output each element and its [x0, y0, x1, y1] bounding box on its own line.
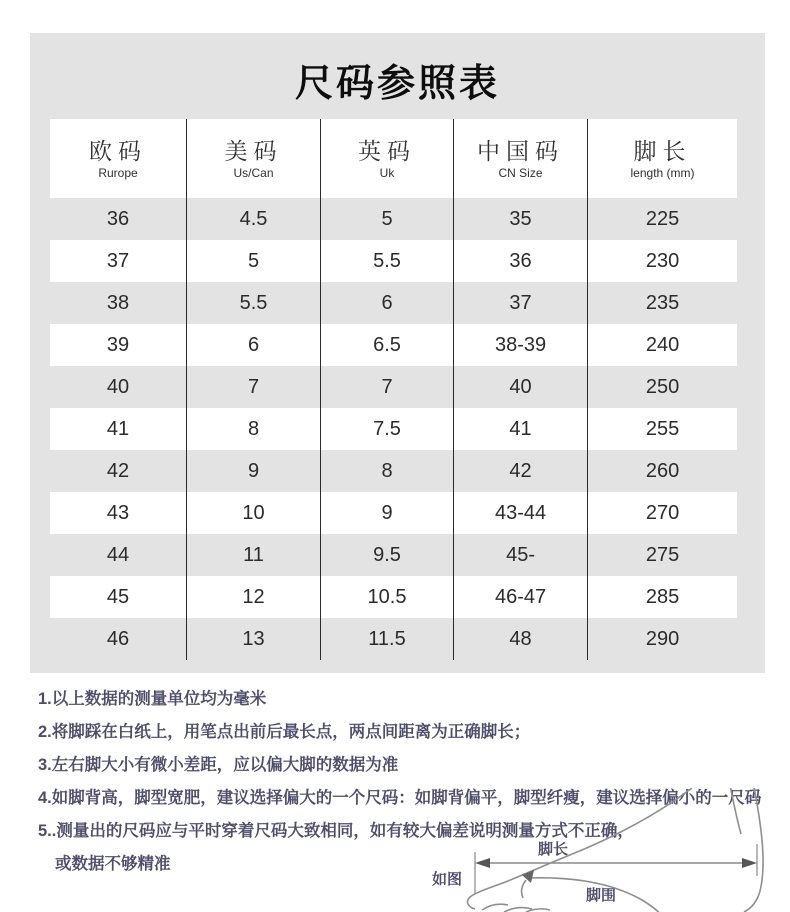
size-cell: 9 — [321, 492, 454, 534]
column-header-en: Rurope — [98, 165, 138, 180]
size-cell: 5.5 — [187, 282, 321, 324]
note-line: 或数据不够精准 — [55, 855, 171, 873]
size-cell: 7 — [187, 366, 321, 408]
size-cell: 8 — [187, 408, 321, 450]
page-title: 尺码参照表 — [294, 63, 500, 105]
size-cell: 40 — [50, 366, 187, 408]
column-header-zh: 欧码 — [88, 137, 147, 164]
table-row — [50, 282, 737, 324]
size-cell: 48 — [454, 618, 588, 660]
as-shown-label: 如图 — [432, 871, 463, 888]
size-cell: 260 — [645, 459, 680, 482]
table-row — [50, 492, 737, 534]
size-cell: 230 — [645, 249, 680, 272]
size-cell: 37 — [50, 240, 187, 282]
table-row — [50, 240, 737, 282]
size-cell: 45- — [454, 534, 588, 576]
note-line: 1.以上数据的测量单位均为毫米 — [38, 690, 267, 708]
size-cell: 6.5 — [321, 324, 454, 366]
size-cell: 46-47 — [454, 576, 588, 618]
table-row — [50, 450, 737, 492]
table-row — [50, 408, 737, 450]
size-cell: 225 — [645, 207, 680, 230]
size-cell: 13 — [187, 618, 321, 660]
size-cell: 8 — [321, 450, 454, 492]
foot-sketch — [430, 788, 775, 912]
size-cell: 43-44 — [454, 492, 588, 534]
size-cell: 5 — [187, 240, 321, 282]
foot-measure-diagram — [430, 788, 775, 912]
table-row — [50, 366, 737, 408]
size-cell: 235 — [645, 291, 680, 314]
size-cell: 10.5 — [321, 576, 454, 618]
size-cell: 6 — [321, 282, 454, 324]
note-line: 5..测量出的尺码应与平时穿着尺码大致相同，如有较大偏差说明测量方式不正确， — [38, 822, 634, 840]
table-row — [50, 534, 737, 576]
size-cell: 11 — [187, 534, 321, 576]
column-header-zh: 脚长 — [633, 137, 692, 164]
column-header-zh: 美码 — [224, 137, 283, 164]
size-cell: 250 — [645, 375, 680, 398]
size-cell: 44 — [50, 534, 187, 576]
note-line: 3.左右脚大小有微小差距，应以偏大脚的数据为准 — [38, 756, 399, 774]
size-cell: 37 — [454, 282, 588, 324]
table-header-row — [50, 119, 737, 198]
size-cell: 270 — [645, 501, 680, 524]
size-cell: 12 — [187, 576, 321, 618]
column-header-en: Us/Can — [233, 165, 274, 180]
size-cell: 41 — [50, 408, 187, 450]
size-cell: 285 — [645, 585, 680, 608]
column-header — [50, 119, 187, 198]
size-cell: 7 — [321, 366, 454, 408]
size-cell: 36 — [50, 198, 187, 240]
table-row — [50, 576, 737, 618]
size-cell: 10 — [187, 492, 321, 534]
size-cell: 45 — [50, 576, 187, 618]
size-cell: 9 — [187, 450, 321, 492]
column-header-en: CN Size — [498, 165, 543, 180]
size-cell: 42 — [50, 450, 187, 492]
arrowhead-left-icon — [475, 858, 490, 868]
note-line: 2.将脚踩在白纸上，用笔点出前后最长点，两点间距离为正确脚长； — [38, 723, 531, 741]
size-cell: 38 — [50, 282, 187, 324]
size-cell: 6 — [187, 324, 321, 366]
size-reference-table — [50, 119, 737, 660]
foot-girth-label: 脚围 — [586, 887, 617, 904]
column-header-zh: 中国码 — [477, 137, 565, 164]
size-cell: 35 — [454, 198, 588, 240]
table-row — [50, 198, 737, 240]
size-cell: 7.5 — [321, 408, 454, 450]
size-cell: 41 — [454, 408, 588, 450]
column-header-en: Uk — [379, 165, 395, 180]
foot-length-label: 脚长 — [538, 841, 569, 858]
column-header — [588, 119, 737, 198]
size-cell: 42 — [454, 450, 588, 492]
size-cell: 5.5 — [321, 240, 454, 282]
size-cell: 43 — [50, 492, 187, 534]
size-cell: 36 — [454, 240, 588, 282]
size-cell: 40 — [454, 366, 588, 408]
table-row — [50, 324, 737, 366]
size-cell: 5 — [321, 198, 454, 240]
column-header-zh: 英码 — [358, 137, 417, 164]
size-cell: 9.5 — [321, 534, 454, 576]
note-line: 4.如脚背高，脚型宽肥，建议选择偏大的一个尺码：如脚背偏平，脚型纤瘦，建议选择偏小的一尺码 — [38, 789, 762, 807]
size-cell: 240 — [645, 333, 680, 356]
column-header-en: length (mm) — [630, 165, 695, 180]
column-header — [321, 119, 454, 198]
size-cell: 290 — [645, 627, 680, 650]
size-cell: 11.5 — [321, 618, 454, 660]
column-header — [187, 119, 321, 198]
column-header — [454, 119, 588, 198]
table-body — [50, 198, 737, 660]
arrowhead-right-icon — [742, 858, 757, 868]
size-cell: 39 — [50, 324, 187, 366]
size-cell: 4.5 — [187, 198, 321, 240]
size-cell: 275 — [645, 543, 680, 566]
size-cell: 46 — [50, 618, 187, 660]
size-cell: 38-39 — [454, 324, 588, 366]
table-row — [50, 618, 737, 660]
size-cell: 255 — [645, 417, 680, 440]
